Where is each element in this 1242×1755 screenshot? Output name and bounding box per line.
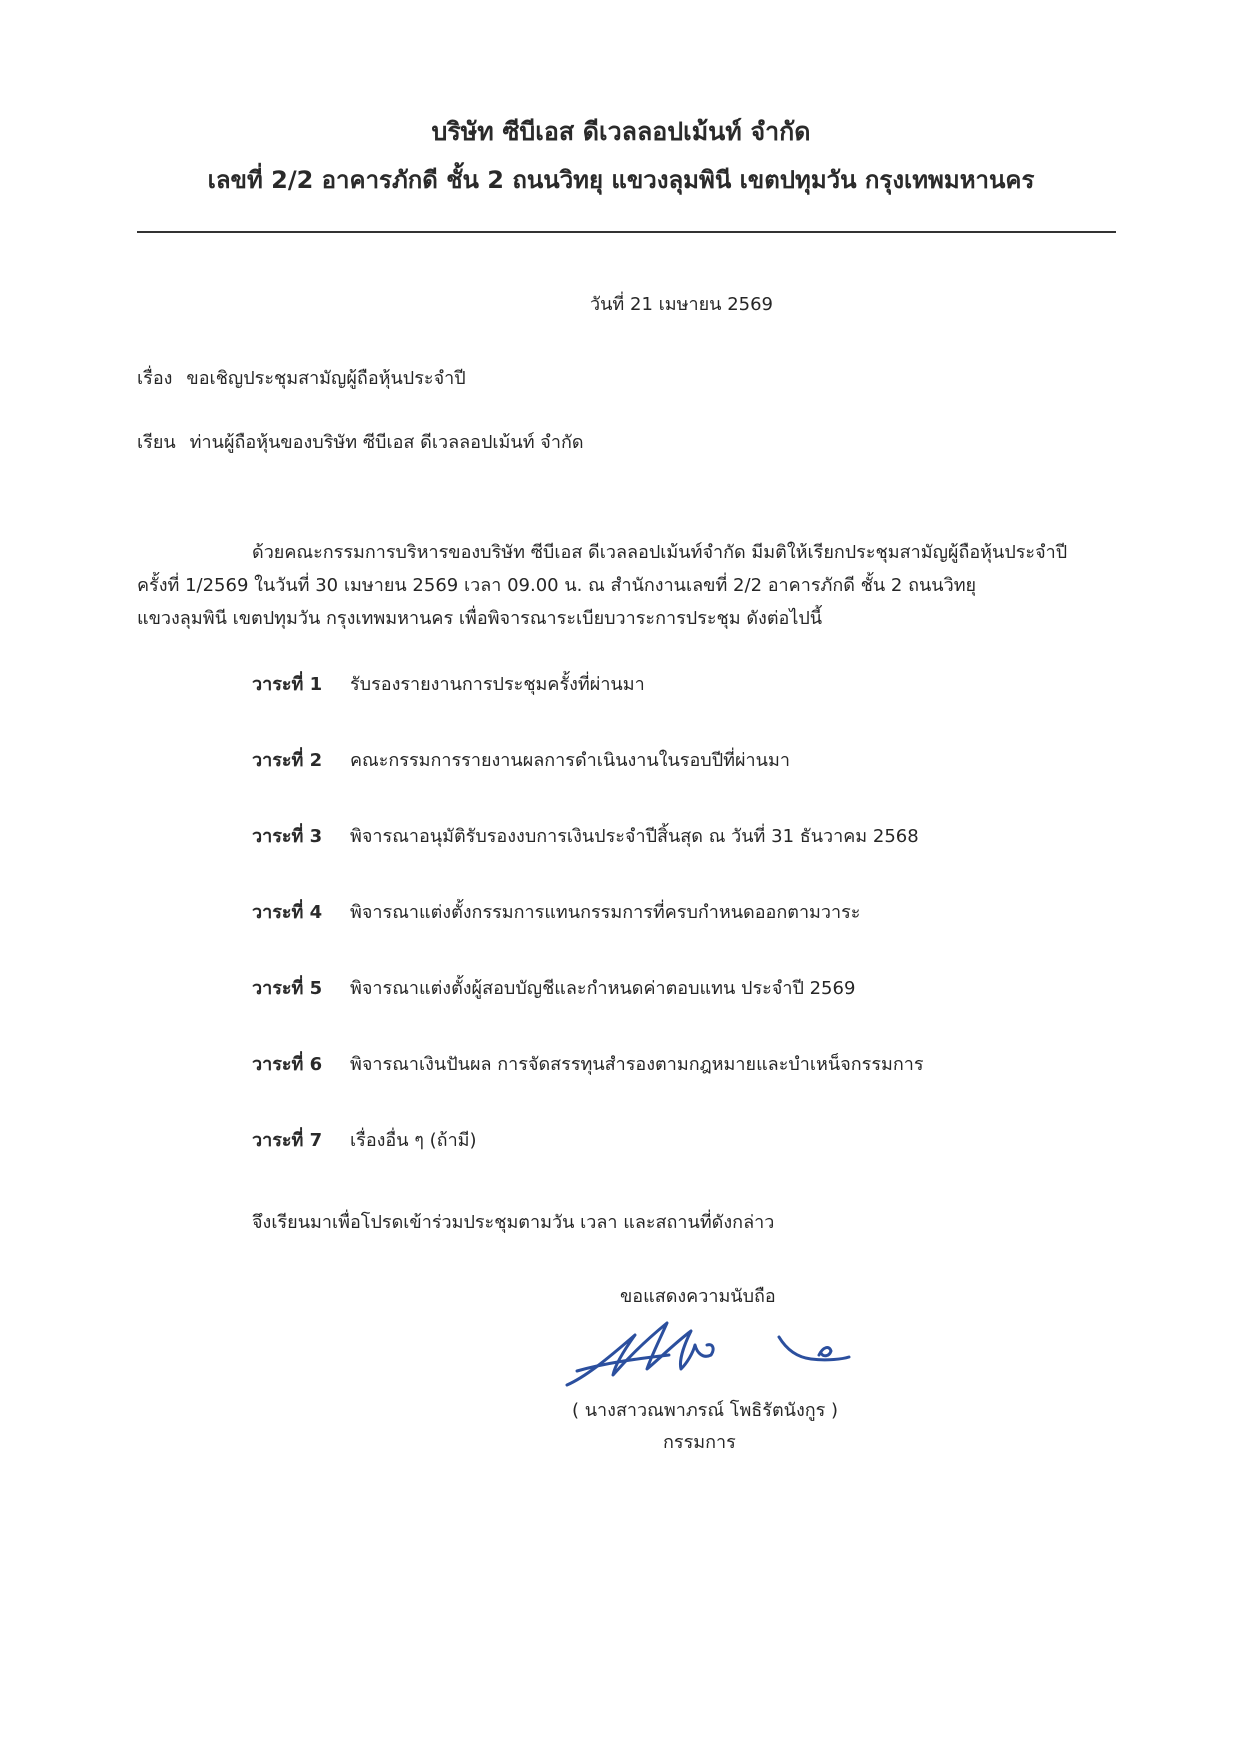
agenda-text: รับรองรายงานการประชุมครั้งที่ผ่านมา bbox=[350, 674, 645, 695]
agenda-number: วาระที่ 4 bbox=[252, 902, 323, 923]
agenda-text: พิจารณาอนุมัติรับรองงบการเงินประจำปีสิ้นสุด ณ วันที่ 31 ธันวาคม 2568 bbox=[350, 826, 919, 847]
agenda-text: พิจารณาเงินปันผล การจัดสรรทุนสำรองตามกฎหมายและบำเหน็จกรรมการ bbox=[350, 1054, 924, 1075]
agenda-number: วาระที่ 3 bbox=[252, 826, 323, 847]
agenda-item bbox=[252, 746, 1132, 822]
letter-date: วันที่ 21 เมษายน 2569 bbox=[590, 294, 773, 315]
body-line: ด้วยคณะกรรมการบริหารของบริษัท ซีบีเอส ดีเวลลอปเม้นท์จำกัด มีมติให้เรียกประชุมสามัญผู้ถือหุ้นประจำปี bbox=[252, 542, 1068, 563]
subject-line bbox=[137, 364, 466, 394]
agenda-text: คณะกรรมการรายงานผลการดำเนินงานในรอบปีที่ผ่านมา bbox=[350, 750, 790, 771]
company-address: เลขที่ 2/2 อาคารภักดี ชั้น 2 ถนนวิทยุ แขวงลุมพินี เขตปทุมวัน กรุงเทพมหานคร bbox=[207, 166, 1035, 194]
recipient-text: ท่านผู้ถือหุ้นของบริษัท ซีบีเอส ดีเวลลอปเม้นท์ จำกัด bbox=[189, 432, 584, 453]
regards-text: ขอแสดงความนับถือ bbox=[620, 1286, 776, 1307]
agenda-number: วาระที่ 5 bbox=[252, 978, 323, 999]
agenda-item bbox=[252, 1126, 1132, 1202]
handwritten-signature bbox=[565, 1313, 855, 1403]
body-paragraph bbox=[137, 536, 1137, 635]
header-divider bbox=[137, 231, 1116, 233]
signer-position: กรรมการ bbox=[663, 1432, 736, 1453]
body-line: แขวงลุมพินี เขตปทุมวัน กรุงเทพมหานคร เพื่อพิจารณาระเบียบวาระการประชุม ดังต่อไปนี้ bbox=[137, 608, 823, 629]
agenda-item bbox=[252, 822, 1132, 898]
agenda-text: พิจารณาแต่งตั้งกรรมการแทนกรรมการที่ครบกำหนดออกตามวาระ bbox=[350, 902, 861, 923]
recipient-label: เรียน bbox=[137, 432, 176, 453]
signer-name: ( นางสาวณพาภรณ์ โพธิรัตนังกูร ) bbox=[572, 1400, 839, 1421]
agenda-number: วาระที่ 6 bbox=[252, 1054, 323, 1075]
recipient-line bbox=[137, 428, 584, 458]
signature-strokes bbox=[567, 1323, 849, 1385]
subject-text: ขอเชิญประชุมสามัญผู้ถือหุ้นประจำปี bbox=[186, 368, 466, 389]
agenda-item bbox=[252, 974, 1132, 1050]
closing-sentence: จึงเรียนมาเพื่อโปรดเข้าร่วมประชุมตามวัน เวลา และสถานที่ดังกล่าว bbox=[252, 1212, 775, 1233]
agenda-number: วาระที่ 7 bbox=[252, 1130, 323, 1151]
agenda-text: เรื่องอื่น ๆ (ถ้ามี) bbox=[350, 1130, 477, 1151]
agenda-item bbox=[252, 670, 1132, 746]
agenda-item bbox=[252, 898, 1132, 974]
body-line: ครั้งที่ 1/2569 ในวันที่ 30 เมษายน 2569 เวลา 09.00 น. ณ สำนักงานเลขที่ 2/2 อาคารภักดี ชั้น 2 ถนนวิทยุ bbox=[137, 575, 977, 596]
agenda-list bbox=[252, 670, 1132, 1202]
company-name: บริษัท ซีบีเอส ดีเวลลอปเม้นท์ จำกัด bbox=[431, 117, 811, 146]
agenda-number: วาระที่ 2 bbox=[252, 750, 323, 771]
agenda-text: พิจารณาแต่งตั้งผู้สอบบัญชีและกำหนดค่าตอบแทน ประจำปี 2569 bbox=[350, 978, 856, 999]
agenda-item bbox=[252, 1050, 1132, 1126]
subject-label: เรื่อง bbox=[137, 368, 173, 389]
agenda-number: วาระที่ 1 bbox=[252, 674, 323, 695]
